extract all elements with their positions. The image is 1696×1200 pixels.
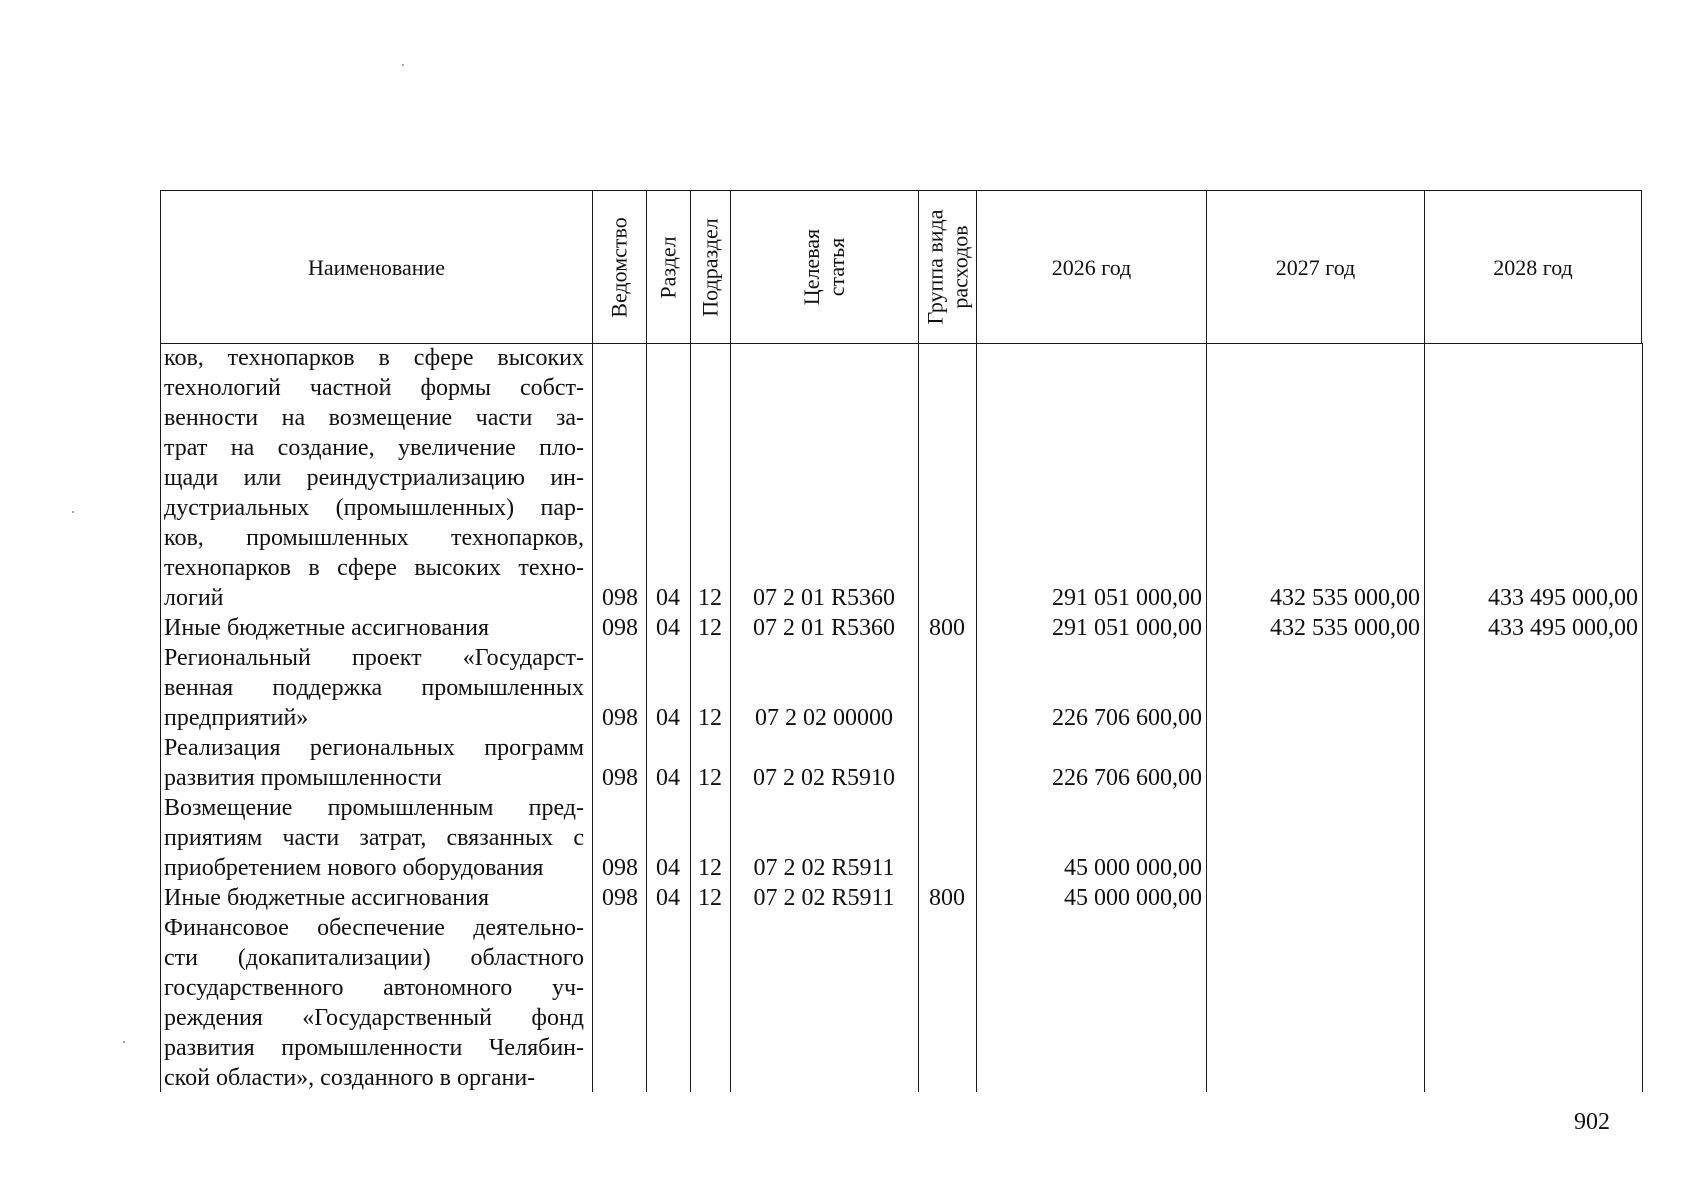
- header-celevaya-line2: статья: [824, 237, 850, 297]
- name-line: щади или реиндустриализацию ин-: [164, 465, 584, 491]
- name-line: Региональный проект «Государст-: [164, 645, 584, 671]
- name-line: приобретением нового оборудования: [164, 855, 544, 881]
- name-line: реждения «Государственный фонд: [164, 1005, 584, 1031]
- header-razdel-label: Раздел: [656, 235, 682, 299]
- header-name: [160, 190, 592, 344]
- column-rule: [1642, 343, 1643, 1092]
- name-line: логий: [164, 585, 224, 611]
- cell-2026: 291 051 000,00: [1052, 615, 1202, 641]
- name-line: Иные бюджетные ассигнования: [164, 615, 489, 641]
- header-razdel: [646, 190, 690, 344]
- cell-2028: 433 495 000,00: [1488, 615, 1638, 641]
- name-line: развития промышленности: [164, 765, 442, 791]
- scan-speck: [72, 511, 74, 513]
- header-vedomstvo-label: Ведомство: [607, 216, 632, 318]
- table-row: [160, 733, 1642, 793]
- cell-podrazdel: 12: [698, 855, 722, 881]
- table-row: [160, 793, 1642, 883]
- header-vedomstvo: [592, 190, 646, 344]
- table-row: [160, 643, 1642, 733]
- scan-speck: [123, 1041, 125, 1043]
- table-row: [160, 613, 1642, 643]
- name-line: предприятий»: [164, 705, 309, 731]
- cell-gruppa: 800: [929, 885, 965, 911]
- header-2027: [1206, 190, 1424, 344]
- header-podrazdel-label: Подраздел: [698, 217, 724, 317]
- name-line: ков, промышленных технопарков,: [164, 525, 584, 551]
- cell-celevaya: 07 2 01 R5360: [752, 615, 895, 641]
- name-line: технологий частной формы собст-: [164, 375, 584, 401]
- header-celevaya-line1: Целевая: [799, 228, 825, 306]
- name-line: приятиям части затрат, связанных с: [164, 825, 584, 851]
- name-line: Реализация региональных программ: [164, 735, 584, 761]
- cell-celevaya: 07 2 01 R5360: [752, 585, 895, 611]
- header-2026: [976, 190, 1206, 344]
- header-gruppa-line1: Группа вида: [922, 209, 948, 325]
- table-row: [160, 883, 1642, 913]
- name-line: дустриальных (промышленных) пар-: [164, 495, 584, 521]
- header-celevaya: [730, 190, 918, 344]
- name-line: Возмещение промышленным пред-: [164, 795, 584, 821]
- cell-podrazdel: 12: [698, 885, 722, 911]
- cell-2026: 226 706 600,00: [1052, 705, 1202, 731]
- cell-2027: 432 535 000,00: [1270, 615, 1420, 641]
- cell-celevaya: 07 2 02 R5911: [753, 885, 895, 911]
- header-2028-label: 2028 год: [1493, 254, 1573, 280]
- cell-name: [164, 613, 584, 643]
- header-gruppa: [918, 190, 976, 344]
- cell-name: [164, 733, 584, 793]
- cell-2026: 291 051 000,00: [1052, 585, 1202, 611]
- cell-vedomstvo: 098: [602, 615, 638, 641]
- cell-gruppa: 800: [929, 615, 965, 641]
- cell-razdel: 04: [656, 885, 680, 911]
- table-row: [160, 913, 1642, 1093]
- name-line: венности на возмещение части за-: [164, 405, 584, 431]
- cell-name: [164, 343, 584, 613]
- header-podrazdel: [690, 190, 730, 344]
- name-line: Иные бюджетные ассигнования: [164, 885, 489, 911]
- cell-2026: 45 000 000,00: [1064, 885, 1202, 911]
- cell-vedomstvo: 098: [602, 765, 638, 791]
- cell-name: [164, 883, 584, 913]
- cell-podrazdel: 12: [698, 705, 722, 731]
- cell-vedomstvo: 098: [602, 585, 638, 611]
- cell-name: [164, 793, 584, 883]
- cell-vedomstvo: 098: [602, 855, 638, 881]
- budget-table: [160, 190, 1642, 1092]
- cell-podrazdel: 12: [698, 615, 722, 641]
- name-line: развития промышленности Челябин-: [164, 1035, 584, 1061]
- name-line: государственного автономного уч-: [164, 975, 584, 1001]
- header-gruppa-label: [923, 210, 973, 325]
- header-2028: [1424, 190, 1642, 344]
- cell-razdel: 04: [656, 585, 680, 611]
- name-line: ской области», созданного в органи-: [164, 1065, 536, 1091]
- cell-vedomstvo: 098: [602, 705, 638, 731]
- page-number: 902: [1574, 1109, 1610, 1135]
- cell-2028: 433 495 000,00: [1488, 585, 1638, 611]
- cell-razdel: 04: [656, 705, 680, 731]
- cell-celevaya: 07 2 02 R5911: [753, 855, 895, 881]
- cell-celevaya: 07 2 02 R5910: [752, 765, 895, 791]
- cell-name: [164, 643, 584, 733]
- cell-podrazdel: 12: [698, 585, 722, 611]
- name-line: ков, технопарков в сфере высоких: [164, 345, 584, 371]
- name-line: технопарков в сфере высоких техно-: [164, 555, 584, 581]
- table-row: [160, 343, 1642, 613]
- cell-2027: 432 535 000,00: [1270, 585, 1420, 611]
- cell-celevaya: 07 2 02 00000: [755, 705, 893, 731]
- header-name-label: Наименование: [307, 254, 446, 280]
- name-line: сти (докапитализации) областного: [164, 945, 584, 971]
- header-2027-label: 2027 год: [1275, 254, 1356, 280]
- cell-podrazdel: 12: [698, 765, 722, 791]
- header-gruppa-line2: расходов: [947, 225, 973, 309]
- header-2026-label: 2026 год: [1051, 254, 1132, 280]
- name-line: венная поддержка промышленных: [164, 675, 584, 701]
- cell-razdel: 04: [656, 765, 680, 791]
- cell-vedomstvo: 098: [602, 885, 638, 911]
- cell-name: [164, 913, 584, 1093]
- name-line: Финансовое обеспечение деятельно-: [164, 915, 584, 941]
- cell-2026: 45 000 000,00: [1064, 855, 1202, 881]
- cell-razdel: 04: [656, 615, 680, 641]
- scan-speck: [402, 64, 404, 66]
- cell-razdel: 04: [656, 855, 680, 881]
- header-celevaya-label: [799, 229, 849, 305]
- name-line: трат на создание, увеличение пло-: [164, 435, 584, 461]
- cell-2026: 226 706 600,00: [1052, 765, 1202, 791]
